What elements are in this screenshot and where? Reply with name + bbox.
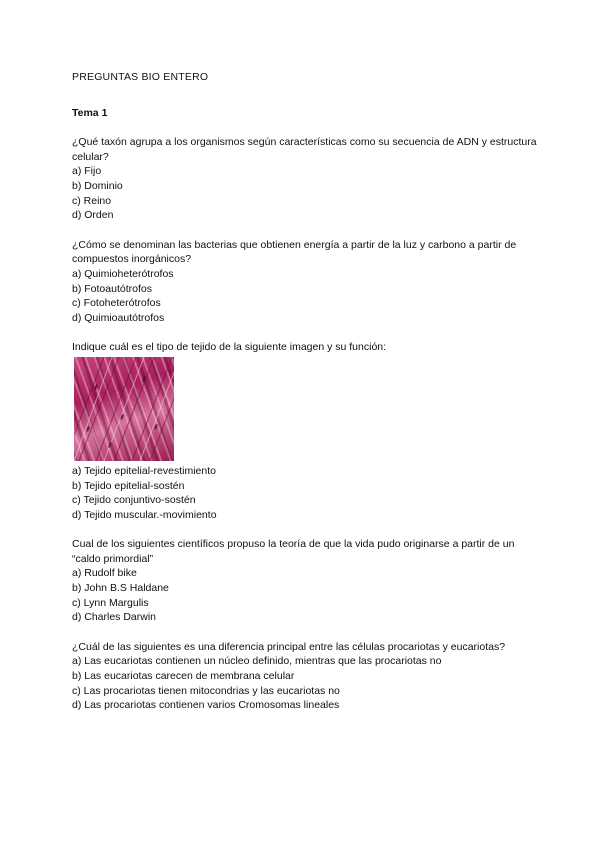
option-c: c) Reino <box>72 194 112 207</box>
topic-heading: Tema 1 <box>72 106 108 119</box>
option-d: d) Quimioautótrofos <box>72 311 165 324</box>
document-page <box>72 70 542 728</box>
question-text: Indique cuál es el tipo de tejido de la siguiente imagen y su función: <box>72 341 387 354</box>
option-b: b) Dominio <box>72 179 123 192</box>
document-title: PREGUNTAS BIO ENTERO <box>72 71 209 83</box>
option-a: a) Las eucariotas contienen un núcleo definido, mientras que las procariotas no <box>72 655 442 668</box>
option-d: d) Tejido muscular.-movimiento <box>72 508 217 521</box>
option-list <box>72 654 542 712</box>
question-text: Cual de los siguientes científicos propuso la teoría de que la vida pudo originarse a partir de un “caldo primordial” <box>72 538 515 565</box>
question-2 <box>72 238 542 326</box>
option-list <box>72 464 542 522</box>
option-c: c) Tejido conjuntivo-sostén <box>72 494 196 507</box>
question-text: ¿Cuál de las siguientes es una diferencia principal entre las células procariotas y eucariotas? <box>72 640 506 653</box>
option-a: a) Tejido epitelial-revestimiento <box>72 464 216 477</box>
question-4 <box>72 537 542 625</box>
option-a: a) Fijo <box>72 165 102 178</box>
option-b: b) John B.S Haldane <box>72 582 169 595</box>
question-1 <box>72 135 542 223</box>
question-3 <box>72 340 542 522</box>
option-c: c) Lynn Margulis <box>72 596 149 609</box>
option-list <box>72 566 542 624</box>
question-text: ¿Qué taxón agrupa a los organismos según características como su secuencia de ADN y estructura celular? <box>72 136 537 163</box>
option-list <box>72 267 542 325</box>
question-text: ¿Cómo se denominan las bacterias que obtienen energía a partir de la luz y carbono a partir de compuestos inorgánicos? <box>72 238 517 266</box>
option-b: b) Las eucariotas carecen de membrana celular <box>72 670 295 683</box>
option-b: b) Fotoautótrofos <box>72 282 152 295</box>
option-a: a) Quimioheterótrofos <box>72 267 174 280</box>
option-d: d) Charles Darwin <box>72 611 157 624</box>
option-list <box>72 164 542 222</box>
option-b: b) Tejido epitelial-sostén <box>72 479 185 492</box>
question-5 <box>72 640 542 713</box>
option-a: a) Rudolf bike <box>72 567 137 580</box>
muscle-tissue-image <box>74 357 174 461</box>
option-d: d) Orden <box>72 209 114 222</box>
option-d: d) Las procariotas contienen varios Cromosomas lineales <box>72 699 340 712</box>
option-c: c) Las procariotas tienen mitocondrias y las eucariotas no <box>72 684 340 697</box>
option-c: c) Fotoheterótrofos <box>72 297 161 310</box>
muscle-fiber-pattern <box>74 357 174 461</box>
